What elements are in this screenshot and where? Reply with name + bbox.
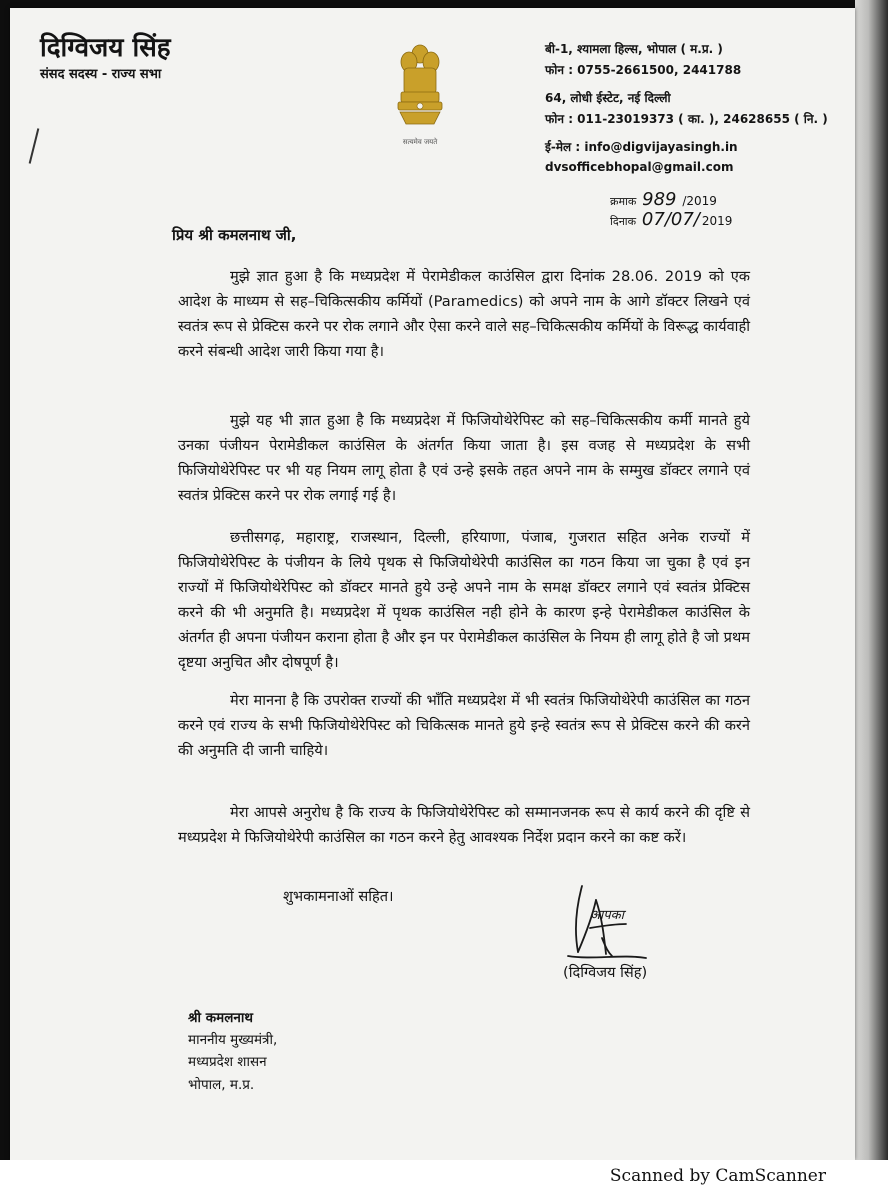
recipient-title: माननीय मुख्यमंत्री, bbox=[188, 1032, 278, 1048]
address-delhi: 64, लोधी ईस्टेट, नई दिल्ली bbox=[545, 91, 671, 105]
body-paragraph: मेरा मानना है कि उपरोक्त राज्यों की भाँति मध्यप्रदेश में भी स्वतंत्र फिजियोथेरेपी काउंसिल का गठन करने एवं राज्य के सभी फिजियोथेरेपिस्ट को चिकित्सक मानते हुये इन्हे स्वतंत्र रूप से प्रेक्टिस करने की करने की अनुमति दी जानी चाहिये। bbox=[178, 692, 750, 759]
phone-bhopal: फोन : 0755-2661500, 2441788 bbox=[545, 63, 742, 77]
letter-date bbox=[610, 209, 732, 230]
closing-line: शुभकामनाओं सहित। bbox=[283, 888, 394, 905]
address-bhopal: बी-1, श्यामला हिल्स, भोपाल ( म.प्र. ) bbox=[545, 42, 723, 56]
sender-designation: संसद सदस्य - राज्य सभा bbox=[40, 67, 162, 82]
signer-name: (दिग्विजय सिंह) bbox=[563, 964, 648, 981]
phone-delhi: फोन : 011-23019373 ( का. ), 24628655 ( नि. ) bbox=[545, 112, 828, 126]
body-paragraph: मुझे यह भी ज्ञात हुआ है कि मध्यप्रदेश में फिजियोथेरेपिस्ट को सह–चिकित्सकीय कर्मी मानते हुये उनका पंजीयन पेरामेडीकल काउंसिल के अंतर्गत किया जाता है। इस वजह से मध्यप्रदेश के सभी फिजियोथेरेपिस्ट पर भी यह नियम लागू होता है एवं उन्हे इसके तहत अपने नाम के सम्मुख डॉक्टर लगाने एवं स्वतंत्र प्रेक्टिस करने पर रोक लगाई गई है। bbox=[178, 412, 750, 504]
reference-value: 989 bbox=[642, 189, 677, 210]
camscanner-watermark: Scanned by CamScanner bbox=[609, 1166, 826, 1186]
body-paragraph: छत्तीसगढ़, महाराष्ट्र, राजस्थान, दिल्ली, हरियाणा, पंजाब, गुजरात सहित अनेक राज्यों में फिजियोथेरेपिस्ट के पंजीयन के लिये पृथक से फिजियोथेरेपी काउंसिल का गठन किया जा चुका है एवं इन राज्यों में फिजियोथेरेपिस्ट को डॉक्टर मानते हुये उन्हे अपने नाम के समक्ष डॉक्टर लगाने एवं स्वतंत्र प्रेक्टिस करने की भी अनुमति है। मध्यप्रदेश में पृथक काउंसिल नही होने के कारण इन्हे पेरामेडीकल काउंसिल के अंतर्गत ही अपना पंजीयन कराना होता है और इन पर पेरामेडीकल काउंसिल के नियम ही लागू होते है जो प्रथम दृष्टया अनुचित और दोषपूर्ण है। bbox=[178, 529, 750, 671]
body-paragraph: मुझे ज्ञात हुआ है कि मध्यप्रदेश में पेरामेडीकल काउंसिल द्वारा दिनांक 28.06. 2019 को एक आदेश के माध्यम से सह–चिकित्सकीय कर्मियों (Paramedics) को अपने नाम के आगे डॉक्टर लिखने एवं स्वतंत्र रूप से प्रेक्टिस करने पर रोक लगाने और ऐसा करने वाले सह–चिकित्सकीय कर्मियों के विरूद्ध कार्यवाही करने संबन्धी आदेश जारी किया गया है। bbox=[178, 268, 750, 360]
recipient-name: श्री कमलनाथ bbox=[188, 1010, 253, 1026]
scan-edge bbox=[855, 0, 888, 1200]
national-emblem-icon bbox=[388, 40, 452, 150]
salutation: प्रिय श्री कमलनाथ जी, bbox=[172, 226, 297, 244]
emblem-motto: सत्यमेव जयते bbox=[402, 138, 438, 146]
body-paragraph: मेरा आपसे अनुरोध है कि राज्य के फिजियोथेरेपिस्ट को सम्मानजनक रूप से कार्य करने की दृष्टि से मध्यप्रदेश मे फिजियोथेरेपी काउंसिल का गठन करने हेतु आवश्यक निर्देश प्रदान करने का कष्ट करें। bbox=[178, 804, 750, 846]
email-secondary: dvsofficebhopal@gmail.com bbox=[545, 160, 734, 174]
date-value: 07/07/ bbox=[641, 209, 700, 230]
date-label: दिनाक bbox=[610, 215, 637, 228]
date-year: 2019 bbox=[701, 214, 733, 228]
sender-name: दिग्विजय सिंह bbox=[40, 33, 171, 63]
recipient-office: मध्यप्रदेश शासन bbox=[188, 1054, 267, 1070]
reference-number bbox=[610, 189, 717, 210]
sign-off: आपका bbox=[590, 908, 625, 923]
reference-label: क्रमाक bbox=[610, 195, 637, 208]
reference-year: /2019 bbox=[682, 194, 717, 208]
email-primary: ई-मेल : info@digvijayasingh.in bbox=[545, 140, 738, 154]
recipient-city: भोपाल, म.प्र. bbox=[188, 1077, 255, 1093]
handwritten-signature bbox=[562, 878, 672, 968]
